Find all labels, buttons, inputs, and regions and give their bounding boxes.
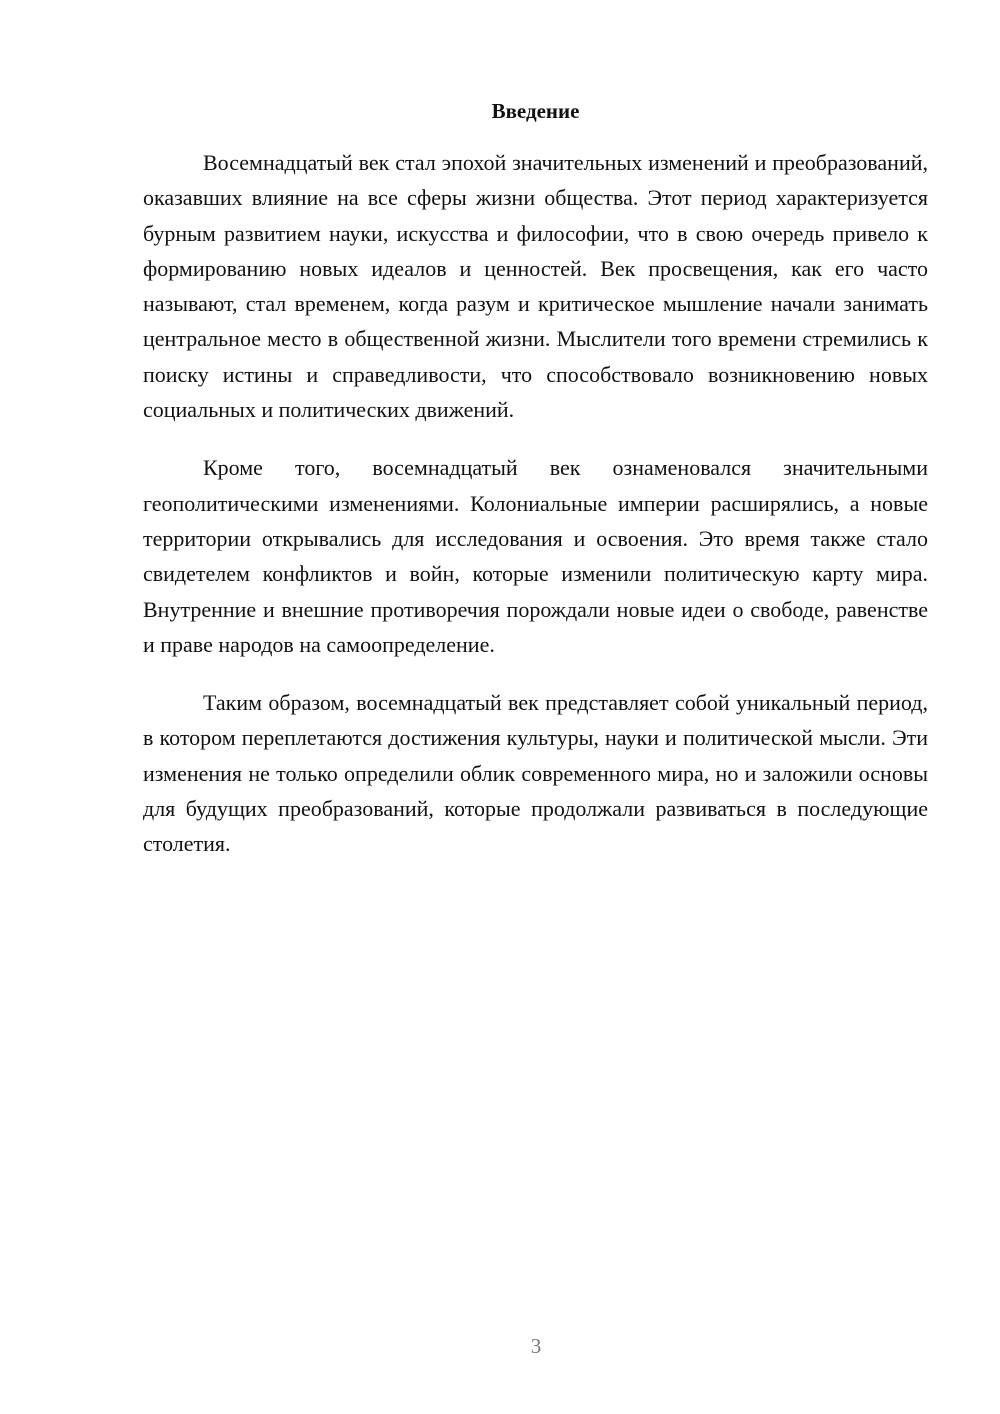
- paragraph-1: Восемнадцатый век стал эпохой значительных изменений и преобразований, оказавших влияние на все сферы жизни общества. Этот период характеризуется бурным развитием науки, искусства и философии, что в свою очередь привело к формированию новых идеалов и ценностей. Век просвещения, как его часто называют, стал временем, когда разум и критическое мышление начали занимать центральное место в общественной жизни. Мыслители того времени стремились к поиску истины и справедливости, что способствовало возникновению новых социальных и политических движений.: [143, 150, 928, 423]
- page-number: 3: [530, 1334, 542, 1358]
- page-content: [143, 94, 928, 885]
- paragraph-2: Кроме того, восемнадцатый век ознаменовался значительными геополитическими изменениями. Колониальные империи расширялись, а новые территории открывались для исследования и освоения. Это время также стало свидетелем конфликтов и войн, которые изменили политическую карту мира. Внутренние и внешние противоречия порождали новые идеи о свободе, равенстве и праве народов на самоопределение.: [143, 455, 928, 657]
- section-title: Введение: [491, 99, 580, 123]
- paragraph-3: Таким образом, восемнадцатый век представляет собой уникальный период, в котором переплетаются достижения культуры, науки и политической мысли. Эти изменения не только определили облик современного мира, но и заложили основы для будущих преобразований, которые продолжали развиваться в последующие столетия.: [143, 690, 928, 857]
